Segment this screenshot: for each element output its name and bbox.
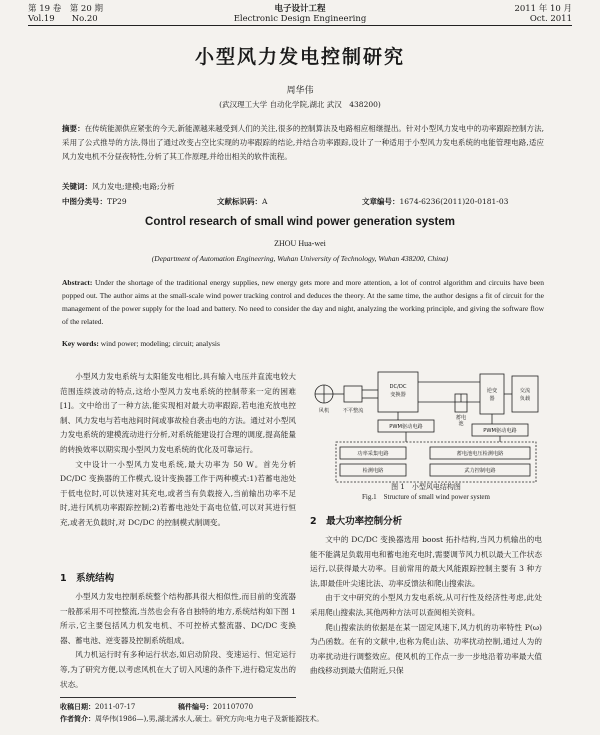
paper-title-cn: 小型风力发电控制研究 — [194, 46, 405, 68]
diagram-label: 变换器 — [390, 392, 406, 398]
section-heading-1: 1 系统结构 — [60, 573, 115, 584]
header-journal: 电子设计工程 Electronic Design Engineering — [233, 4, 367, 24]
paragraph: 爬山搜索法的依据是在某一固定风速下,风力机的功率特性 P(ω)为凸函数。在有的文献中,也称为爬山法、功率扰动控制,通过人为的功率扰动进行调整效应。使风机的工作点一步一步地沿着功率最大值曲线移动到最大值附近,只保 — [310, 622, 542, 676]
paragraph: 小型风力发电系统与太阳能发电相比,具有输入电压并直流电较大范围连续波动的特点,这给小型风力发电系统的控制带来一定的困难[1]。文中给出了一种方法,能实现相对最大功率跟踪,若电池充放电控制、风力发电与若电池间时间或事故检自袭击电的方法。通过对小型风力发电系统的建模流动进行分析,对系统能建设打合理的调度,提高能量的转换效率以期实现小型风力发电系统的优化及可靠运行。 — [60, 372, 296, 454]
diagram-label: 蓄电池电压检测电路 — [456, 451, 504, 457]
section-heading-2: 2 最大功率控制分析 — [310, 516, 403, 527]
system-structure-diagram — [310, 362, 542, 486]
footnote-bio: 作者简介：周华伟(1986—),男,湖北浠水人,硕士。研究方向:电力电子及新能源技术。 — [60, 714, 324, 723]
keywords-cn: 关键词：风力发电;建模;电路;分析 — [62, 182, 175, 191]
classification-row: 中图分类号：TP29 文献标识码：A 文章编号：1674-6236(2011)20-0181-03 — [62, 197, 509, 206]
figure-caption-en: Fig.1 Structure of small wind power system — [362, 493, 490, 501]
diagram-label: DC/DC — [389, 384, 407, 390]
paragraph: 文中设计一小型风力发电系统,最大功率为 50 W。首先分析 DC/DC 变换器的工作模式,设计变换器工作于两种模式:1)若蓄电池处于低电位时,可以快速对其充电,或者当有负载接入,当前输出功率不足时,进行风机功率跟踪控制;2)若蓄电池处于高电位值,可以对其进行恒充,或者无负载时,对 DC/DC 的控制模式制调变。 — [60, 459, 296, 527]
affiliation-cn: (武汉理工大学 自动化学院,湖北 武汉 438200) — [219, 100, 381, 109]
section2-text — [310, 533, 542, 679]
abstract-cn: 摘要：在传统能源供应紧张的今天,新能源越来越受到人们的关注,很多的控制算法及电路相应相继提出。针对小型风力发电中的功率跟踪控制方法,采用了公式推导的方法,得出了通过改变占空比实现的功率跟踪的结论,并结合功率跟踪,设计了一种适用于小型风力发电系统的电能管理电路,适应风力发电机不分昼夜特性,分析了其工作原理,并给出相关的软件流程。 — [62, 124, 544, 161]
figure-caption-cn: 图 1 小型风电结构图 — [391, 483, 461, 491]
generator-block — [344, 386, 362, 402]
author-cn: 周华伟 — [286, 86, 314, 96]
intro-text — [60, 370, 296, 531]
section1-text — [60, 590, 296, 692]
load-block — [512, 376, 538, 412]
diagram-label: 检测电路 — [362, 468, 384, 474]
paragraph: 小型风力发电控制系统整个结构都具很大相似性,而目前的变流器一般都采用不可控整流,当然也会有各自独特的地方,系统结构如下图 1 所示,它主要包括风力机发电机、不可控桥式整流器、DC/DC 变换器、蓄电池、逆变器及控制系统组成。 — [60, 592, 296, 645]
affiliation-en: (Department of Automation Engineering, Wuhan University of Technology, Wuhan 438200, China) — [151, 254, 449, 263]
diagram-label: 风机 — [318, 408, 330, 414]
author-en: ZHOU Hua-wei — [274, 239, 326, 248]
diagram-label: 不平整流 — [342, 408, 364, 414]
paragraph: 文中的 DC/DC 变换器选用 boost 拓扑结构,当风力机输出的电能不能满足负载用电和蓄电池充电时,需要调节风力机以最大工作状态运行,以获得最大功率。目前常用的最大风能跟踪控制主要有 3 种方法,即最佳叶尖速比法、功率反馈法和爬山搜索法。 — [310, 535, 542, 588]
diagram-label: PWM驱动电路 — [483, 428, 517, 434]
abstract-en: Abstract: Under the shortage of the traditional energy supplies, new energy gets more and more attention, a lot of control algorithm and circuits have been popped out. The author aims at the small-scale wind power tracking control and deduces the theory. At the same time, the author designs a fit of circuit for the management of the power supply for the load and battery. No need to consider the day and night, analyzing the working principle, and giving the software flow of the related. — [62, 278, 545, 326]
diagram-label: 逆变 — [486, 388, 498, 394]
diagram-label: 蓄电 — [455, 415, 467, 421]
diagram-label: 器 — [489, 396, 495, 402]
diagram-label: 池 — [458, 421, 464, 427]
diagram-label: PWM驱动电路 — [389, 424, 423, 430]
keywords-en: Key words: wind power; modeling; circuit; analysis — [62, 339, 220, 348]
footnote-rule — [60, 697, 296, 698]
header-date: 2011 年 10 月 Oct. 2011 — [514, 4, 572, 24]
paragraph: 由于文中研究的小型风力发电系统,从可行性及经济性考虑,此处采用爬山搜索法,其他两种方法可以查阅相关资料。 — [310, 593, 542, 617]
diagram-label: 负载 — [519, 396, 531, 402]
header-volume: 第 19 卷 第 20 期 Vol.19 No.20 — [28, 4, 103, 24]
paper-title-en: Control research of small wind power generation system — [145, 216, 455, 228]
paragraph: 风力机运行时有多种运行状态,如启动阶段、变速运行、恒定运行等,为了研究方便,以考虑风机在大了切入风速的条件下,进行稳定发出的状态。 — [60, 650, 296, 689]
inverter-block — [480, 374, 504, 414]
diagram-label: 功率采集电路 — [357, 451, 389, 457]
diagram-label: 交流 — [519, 388, 531, 394]
running-header — [28, 4, 572, 26]
header-rule — [28, 25, 572, 26]
diagram-label: 武力控制电路 — [464, 468, 496, 474]
footnote-dates: 收稿日期：2011-07-17 稿件编号：201107070 — [60, 702, 254, 711]
